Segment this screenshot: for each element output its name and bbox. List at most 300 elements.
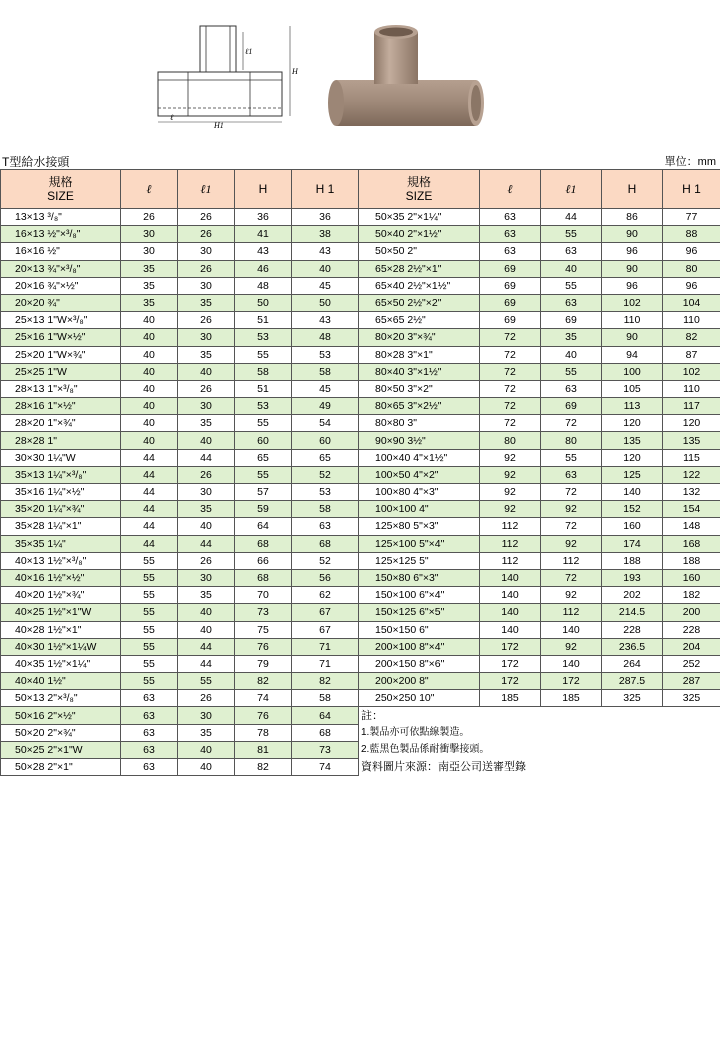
value-cell: 96 (602, 243, 663, 260)
value-cell: 58 (292, 363, 359, 380)
value-cell: 67 (292, 621, 359, 638)
value-cell: 63 (541, 380, 602, 397)
table-row (1, 690, 720, 707)
table-row (1, 655, 720, 672)
value-cell: 72 (541, 415, 602, 432)
value-cell: 105 (602, 380, 663, 397)
value-cell: 40 (541, 346, 602, 363)
value-cell: 55 (541, 226, 602, 243)
size-cell: 28×13 1"×³/₈" (1, 380, 121, 397)
size-cell: 150×80 6"×3" (359, 569, 480, 586)
col-h1-right: H 1 (663, 170, 720, 209)
value-cell: 110 (602, 312, 663, 329)
value-cell: 79 (235, 655, 292, 672)
value-cell: 81 (235, 741, 292, 758)
size-cell: 16×13 ½"×³/₈" (1, 226, 121, 243)
table-row (1, 621, 720, 638)
size-cell: 40×28 1½"×1" (1, 621, 121, 638)
value-cell: 63 (480, 209, 541, 226)
size-cell: 80×40 3"×1½" (359, 363, 480, 380)
size-cell: 13×13 ³/₈" (1, 209, 121, 226)
value-cell: 55 (121, 673, 178, 690)
value-cell: 35 (178, 346, 235, 363)
value-cell: 71 (292, 655, 359, 672)
size-cell: 40×30 1½"×1¼W (1, 638, 121, 655)
value-cell: 43 (235, 243, 292, 260)
value-cell: 112 (480, 535, 541, 552)
value-cell: 76 (235, 707, 292, 724)
value-cell: 325 (663, 690, 720, 707)
value-cell: 65 (292, 449, 359, 466)
value-cell: 68 (235, 569, 292, 586)
value-cell: 140 (480, 604, 541, 621)
size-cell: 100×40 4"×1½" (359, 449, 480, 466)
value-cell: 26 (178, 690, 235, 707)
diagram-label-h1: H1 (214, 121, 224, 130)
value-cell: 193 (602, 569, 663, 586)
value-cell: 80 (480, 432, 541, 449)
diagram-label-h: H (292, 67, 298, 76)
value-cell: 26 (178, 260, 235, 277)
table-row (1, 449, 720, 466)
value-cell: 40 (178, 759, 235, 776)
value-cell: 48 (235, 277, 292, 294)
value-cell: 96 (602, 277, 663, 294)
size-cell: 100×80 4"×3" (359, 484, 480, 501)
size-cell: 65×50 2½"×2" (359, 294, 480, 311)
value-cell: 40 (121, 363, 178, 380)
value-cell: 63 (480, 243, 541, 260)
value-cell: 30 (178, 484, 235, 501)
value-cell: 140 (541, 621, 602, 638)
value-cell: 102 (663, 363, 720, 380)
size-cell: 20×16 ¾"×½" (1, 277, 121, 294)
value-cell: 71 (292, 638, 359, 655)
value-cell: 92 (480, 501, 541, 518)
value-cell: 160 (663, 569, 720, 586)
value-cell: 88 (663, 226, 720, 243)
value-cell: 40 (178, 621, 235, 638)
value-cell: 152 (602, 501, 663, 518)
value-cell: 110 (663, 312, 720, 329)
value-cell: 26 (178, 312, 235, 329)
value-cell: 228 (602, 621, 663, 638)
table-row (1, 363, 720, 380)
value-cell: 140 (480, 587, 541, 604)
value-cell: 55 (235, 466, 292, 483)
value-cell: 40 (121, 415, 178, 432)
value-cell: 135 (663, 432, 720, 449)
value-cell: 202 (602, 587, 663, 604)
size-cell: 28×20 1"×¾" (1, 415, 121, 432)
value-cell: 55 (235, 346, 292, 363)
value-cell: 44 (121, 518, 178, 535)
table-row (1, 209, 720, 226)
value-cell: 76 (235, 638, 292, 655)
value-cell: 55 (178, 673, 235, 690)
size-cell: 50×16 2"×½" (1, 707, 121, 724)
value-cell: 73 (292, 741, 359, 758)
size-cell: 28×28 1" (1, 432, 121, 449)
value-cell: 72 (480, 398, 541, 415)
value-cell: 72 (480, 363, 541, 380)
value-cell: 63 (480, 226, 541, 243)
value-cell: 68 (235, 535, 292, 552)
value-cell: 44 (178, 449, 235, 466)
value-cell: 72 (480, 380, 541, 397)
value-cell: 46 (235, 260, 292, 277)
value-cell: 73 (235, 604, 292, 621)
size-cell: 80×28 3"×1" (359, 346, 480, 363)
value-cell: 43 (292, 243, 359, 260)
col-l-left: ℓ (121, 170, 178, 209)
value-cell: 63 (541, 294, 602, 311)
value-cell: 172 (480, 638, 541, 655)
value-cell: 55 (541, 363, 602, 380)
value-cell: 55 (121, 552, 178, 569)
diagram-label-l: ℓ (170, 113, 174, 122)
value-cell: 174 (602, 535, 663, 552)
value-cell: 113 (602, 398, 663, 415)
value-cell: 120 (602, 415, 663, 432)
value-cell: 63 (121, 741, 178, 758)
value-cell: 40 (121, 432, 178, 449)
value-cell: 49 (292, 398, 359, 415)
value-cell: 55 (121, 604, 178, 621)
value-cell: 92 (541, 587, 602, 604)
value-cell: 204 (663, 638, 720, 655)
value-cell: 92 (541, 535, 602, 552)
col-size-left: 規格 SIZE (1, 170, 121, 209)
size-cell: 50×20 2"×¾" (1, 724, 121, 741)
value-cell: 44 (178, 655, 235, 672)
value-cell: 63 (541, 243, 602, 260)
value-cell: 188 (663, 552, 720, 569)
value-cell: 82 (235, 673, 292, 690)
value-cell: 325 (602, 690, 663, 707)
value-cell: 92 (541, 638, 602, 655)
value-cell: 26 (178, 209, 235, 226)
value-cell: 30 (178, 398, 235, 415)
value-cell: 51 (235, 380, 292, 397)
value-cell: 69 (541, 312, 602, 329)
value-cell: 77 (663, 209, 720, 226)
table-row (1, 226, 720, 243)
size-cell: 40×35 1½"×1¼" (1, 655, 121, 672)
value-cell: 140 (480, 621, 541, 638)
size-cell: 50×40 2"×1½" (359, 226, 480, 243)
value-cell: 55 (121, 638, 178, 655)
diagram-label-l1: ℓ1 (245, 47, 253, 56)
table-row (1, 312, 720, 329)
value-cell: 50 (292, 294, 359, 311)
note-line: 註： (359, 707, 720, 724)
value-cell: 112 (480, 552, 541, 569)
value-cell: 252 (663, 655, 720, 672)
value-cell: 40 (121, 398, 178, 415)
value-cell: 80 (663, 260, 720, 277)
col-l1-right: ℓ1 (541, 170, 602, 209)
value-cell: 50 (235, 294, 292, 311)
note-line: 2.藍黑色製品係耐衝擊接頭。 (359, 741, 720, 758)
value-cell: 112 (541, 604, 602, 621)
value-cell: 122 (663, 466, 720, 483)
value-cell: 44 (178, 638, 235, 655)
value-cell: 65 (235, 449, 292, 466)
value-cell: 45 (292, 380, 359, 397)
value-cell: 64 (235, 518, 292, 535)
value-cell: 117 (663, 398, 720, 415)
size-cell: 16×16 ½" (1, 243, 121, 260)
size-cell: 100×50 4"×2" (359, 466, 480, 483)
col-l-right: ℓ (480, 170, 541, 209)
table-row (1, 415, 720, 432)
size-cell: 30×30 1¼"W (1, 449, 121, 466)
value-cell: 70 (235, 587, 292, 604)
value-cell: 110 (663, 380, 720, 397)
tee-dimension-drawing (150, 18, 300, 130)
value-cell: 100 (602, 363, 663, 380)
size-cell: 25×25 1"W (1, 363, 121, 380)
value-cell: 30 (178, 243, 235, 260)
table-row (1, 260, 720, 277)
value-cell: 40 (121, 380, 178, 397)
value-cell: 26 (178, 552, 235, 569)
value-cell: 56 (292, 569, 359, 586)
table-body (1, 209, 720, 776)
value-cell: 35 (121, 277, 178, 294)
col-h-right: H (602, 170, 663, 209)
value-cell: 62 (292, 587, 359, 604)
size-cell: 200×150 8"×6" (359, 655, 480, 672)
value-cell: 69 (480, 260, 541, 277)
table-row (1, 673, 720, 690)
value-cell: 214.5 (602, 604, 663, 621)
table-row (1, 535, 720, 552)
value-cell: 92 (541, 501, 602, 518)
value-cell: 30 (178, 707, 235, 724)
title-row (0, 152, 720, 169)
value-cell: 69 (480, 277, 541, 294)
value-cell: 96 (663, 277, 720, 294)
table-row (1, 724, 720, 741)
size-cell: 125×100 5"×4" (359, 535, 480, 552)
size-cell: 50×35 2"×1¼" (359, 209, 480, 226)
value-cell: 92 (480, 484, 541, 501)
value-cell: 236.5 (602, 638, 663, 655)
value-cell: 26 (178, 380, 235, 397)
value-cell: 54 (292, 415, 359, 432)
value-cell: 104 (663, 294, 720, 311)
value-cell: 55 (121, 655, 178, 672)
value-cell: 48 (292, 329, 359, 346)
value-cell: 30 (178, 277, 235, 294)
value-cell: 30 (121, 226, 178, 243)
table-row (1, 604, 720, 621)
size-cell: 125×80 5"×3" (359, 518, 480, 535)
value-cell: 287.5 (602, 673, 663, 690)
size-cell: 40×20 1½"×¾" (1, 587, 121, 604)
value-cell: 68 (292, 724, 359, 741)
size-cell: 20×20 ¾" (1, 294, 121, 311)
value-cell: 94 (602, 346, 663, 363)
value-cell: 52 (292, 552, 359, 569)
table-row (1, 346, 720, 363)
value-cell: 36 (235, 209, 292, 226)
value-cell: 35 (121, 294, 178, 311)
value-cell: 287 (663, 673, 720, 690)
figure-area (0, 0, 720, 152)
value-cell: 72 (480, 329, 541, 346)
size-cell: 80×50 3"×2" (359, 380, 480, 397)
value-cell: 188 (602, 552, 663, 569)
table-row (1, 398, 720, 415)
value-cell: 125 (602, 466, 663, 483)
size-cell: 80×80 3" (359, 415, 480, 432)
value-cell: 69 (541, 398, 602, 415)
value-cell: 55 (121, 621, 178, 638)
value-cell: 35 (178, 587, 235, 604)
value-cell: 53 (235, 329, 292, 346)
value-cell: 87 (663, 346, 720, 363)
value-cell: 38 (292, 226, 359, 243)
value-cell: 92 (480, 466, 541, 483)
size-cell: 65×65 2½" (359, 312, 480, 329)
tee-fitting-photo (318, 14, 498, 134)
value-cell: 172 (480, 655, 541, 672)
value-cell: 72 (480, 415, 541, 432)
value-cell: 140 (602, 484, 663, 501)
table-row (1, 587, 720, 604)
size-cell: 80×20 3"×¾" (359, 329, 480, 346)
value-cell: 55 (541, 449, 602, 466)
value-cell: 112 (480, 518, 541, 535)
value-cell: 63 (121, 724, 178, 741)
value-cell: 43 (292, 312, 359, 329)
value-cell: 40 (121, 329, 178, 346)
size-cell: 40×13 1½"×³/₈" (1, 552, 121, 569)
value-cell: 82 (235, 759, 292, 776)
size-cell: 35×16 1¼"×½" (1, 484, 121, 501)
size-cell: 40×40 1½" (1, 673, 121, 690)
size-cell: 150×150 6" (359, 621, 480, 638)
value-cell: 26 (178, 226, 235, 243)
value-cell: 35 (121, 260, 178, 277)
col-h-left: H (235, 170, 292, 209)
size-cell: 100×100 4" (359, 501, 480, 518)
value-cell: 82 (663, 329, 720, 346)
value-cell: 30 (178, 569, 235, 586)
size-cell: 250×250 10" (359, 690, 480, 707)
value-cell: 140 (480, 569, 541, 586)
value-cell: 45 (292, 277, 359, 294)
value-cell: 57 (235, 484, 292, 501)
value-cell: 35 (178, 501, 235, 518)
value-cell: 90 (602, 226, 663, 243)
value-cell: 44 (121, 501, 178, 518)
value-cell: 63 (121, 759, 178, 776)
value-cell: 182 (663, 587, 720, 604)
table-header-row (1, 170, 720, 209)
table-row (1, 707, 720, 724)
value-cell: 82 (292, 673, 359, 690)
value-cell: 115 (663, 449, 720, 466)
note-line: 資料圖片來源：南亞公司送審型錄 (359, 759, 720, 776)
value-cell: 90 (602, 329, 663, 346)
value-cell: 67 (292, 604, 359, 621)
value-cell: 44 (178, 535, 235, 552)
table-row (1, 432, 720, 449)
value-cell: 102 (602, 294, 663, 311)
value-cell: 63 (541, 466, 602, 483)
value-cell: 112 (541, 552, 602, 569)
value-cell: 132 (663, 484, 720, 501)
value-cell: 26 (121, 209, 178, 226)
value-cell: 92 (480, 449, 541, 466)
value-cell: 58 (235, 363, 292, 380)
size-cell: 50×13 2"×³/₈" (1, 690, 121, 707)
size-cell: 20×13 ¾"×³/₈" (1, 260, 121, 277)
size-cell: 35×13 1¼"×³/₈" (1, 466, 121, 483)
value-cell: 30 (121, 243, 178, 260)
size-cell: 50×28 2"×1" (1, 759, 121, 776)
value-cell: 69 (480, 312, 541, 329)
table-row (1, 329, 720, 346)
value-cell: 135 (602, 432, 663, 449)
value-cell: 55 (235, 415, 292, 432)
value-cell: 74 (292, 759, 359, 776)
size-cell: 150×100 6"×4" (359, 587, 480, 604)
value-cell: 64 (292, 707, 359, 724)
col-l1-left: ℓ1 (178, 170, 235, 209)
value-cell: 35 (541, 329, 602, 346)
value-cell: 96 (663, 243, 720, 260)
table-row (1, 569, 720, 586)
value-cell: 59 (235, 501, 292, 518)
value-cell: 30 (178, 329, 235, 346)
value-cell: 63 (292, 518, 359, 535)
value-cell: 44 (121, 484, 178, 501)
table-row (1, 380, 720, 397)
value-cell: 44 (541, 209, 602, 226)
value-cell: 55 (541, 277, 602, 294)
size-cell: 65×40 2½"×1½" (359, 277, 480, 294)
value-cell: 154 (663, 501, 720, 518)
value-cell: 40 (121, 312, 178, 329)
size-cell: 50×25 2"×1"W (1, 741, 121, 758)
value-cell: 40 (178, 432, 235, 449)
value-cell: 120 (663, 415, 720, 432)
size-cell: 150×125 6"×5" (359, 604, 480, 621)
value-cell: 80 (541, 432, 602, 449)
value-cell: 51 (235, 312, 292, 329)
size-cell: 40×16 1½"×½" (1, 569, 121, 586)
table-row (1, 759, 720, 776)
table-row (1, 518, 720, 535)
value-cell: 172 (480, 673, 541, 690)
value-cell: 55 (121, 587, 178, 604)
value-cell: 86 (602, 209, 663, 226)
value-cell: 185 (541, 690, 602, 707)
value-cell: 58 (292, 501, 359, 518)
value-cell: 35 (178, 415, 235, 432)
size-cell: 40×25 1½"×1"W (1, 604, 121, 621)
value-cell: 140 (541, 655, 602, 672)
note-line: 1.製品亦可依點線製造。 (359, 724, 720, 741)
value-cell: 36 (292, 209, 359, 226)
value-cell: 44 (121, 466, 178, 483)
table-row (1, 501, 720, 518)
